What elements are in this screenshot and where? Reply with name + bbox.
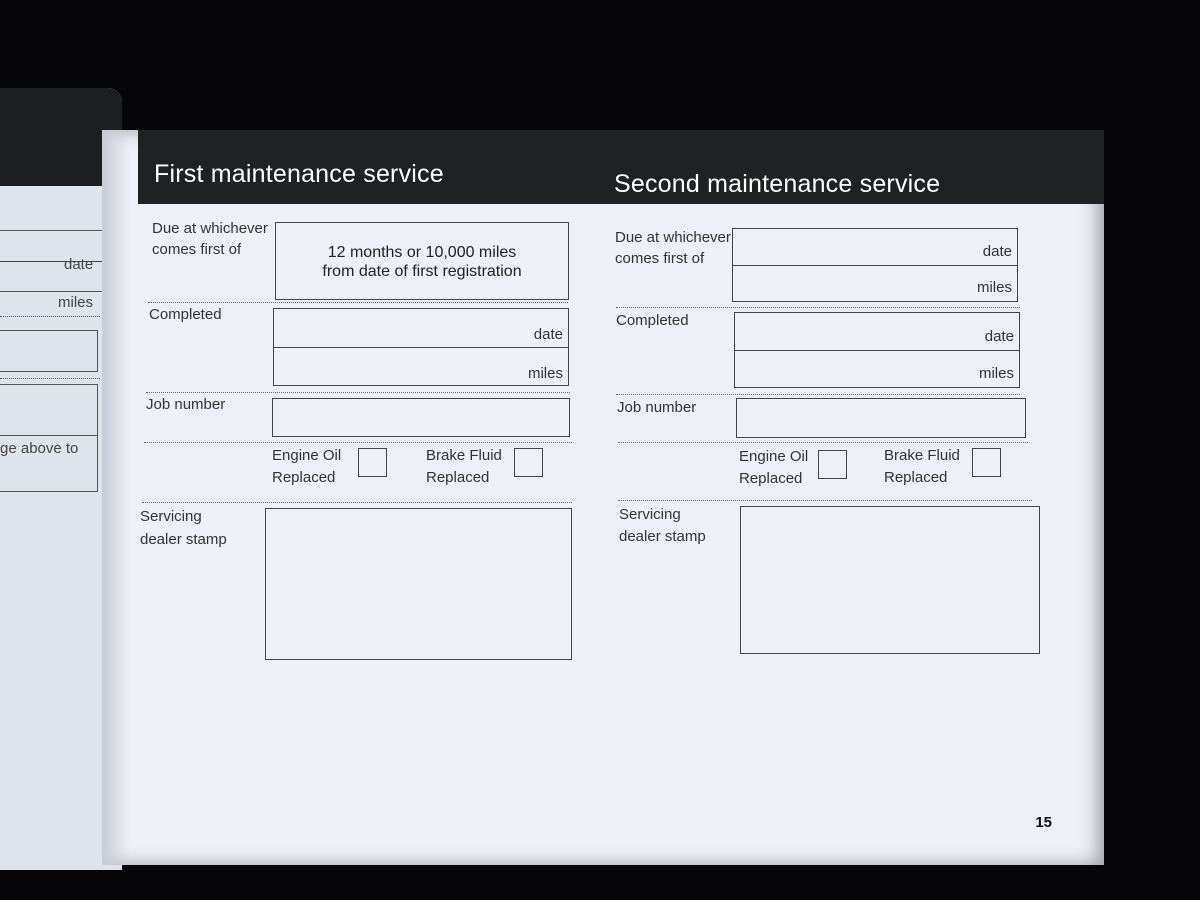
first-due-value: 12 months or 10,000 miles	[327, 244, 517, 261]
second-engine-oil-label: Engine Oil	[739, 448, 809, 465]
first-dotted-divider	[142, 502, 572, 503]
first-stamp-label-line2: dealer stamp	[140, 531, 227, 548]
first-due-label: Due at whichever	[152, 220, 268, 237]
left-miles-label: miles	[58, 294, 94, 311]
second-dotted-divider	[618, 500, 1032, 501]
second-service-title: Second maintenance service	[614, 170, 941, 198]
second-brake-fluid-label: Brake Fluid	[884, 447, 960, 464]
first-dotted-divider	[144, 442, 572, 443]
second-stamp-label: Servicing	[619, 506, 681, 523]
first-engine-oil-label: Engine Oil	[272, 447, 342, 464]
second-engine-oil-label-line2: Replaced	[739, 470, 803, 487]
left-completed-box	[0, 330, 98, 372]
first-due-label-line2: comes first of	[152, 241, 242, 258]
first-completed-box	[273, 308, 569, 386]
second-due-miles-field[interactable]: miles	[976, 279, 1012, 296]
second-stamp-label-line2: dealer stamp	[619, 528, 706, 545]
second-dotted-divider	[616, 394, 1020, 395]
second-dotted-divider	[616, 307, 1020, 308]
second-completed-date-field[interactable]: date	[984, 328, 1014, 345]
second-job-number-label: Job number	[617, 399, 697, 416]
left-job-box	[0, 384, 98, 436]
first-dealer-stamp-box[interactable]	[265, 508, 572, 660]
left-lower-box	[0, 433, 98, 492]
first-dotted-divider	[146, 392, 570, 393]
first-dotted-divider	[148, 302, 568, 303]
first-job-number-label: Job number	[146, 396, 226, 413]
first-service-title: First maintenance service	[154, 160, 444, 188]
second-completed-divider	[735, 350, 1019, 351]
first-completed-divider	[274, 347, 568, 348]
second-completed-miles-field[interactable]: miles	[978, 365, 1014, 382]
left-date-label: date	[64, 256, 94, 273]
second-completed-box	[734, 312, 1020, 388]
first-stamp-label: Servicing	[140, 508, 202, 525]
left-dotted-divider	[0, 378, 100, 379]
left-dotted-divider	[0, 316, 100, 317]
second-due-label: Due at whichever	[615, 229, 731, 246]
first-completed-miles-field[interactable]: miles	[527, 365, 563, 382]
first-brake-fluid-label-line2: Replaced	[426, 469, 490, 486]
first-brake-fluid-label: Brake Fluid	[426, 447, 502, 464]
second-due-divider	[733, 265, 1017, 266]
second-engine-oil-checkbox[interactable]	[818, 450, 847, 479]
left-fragment-text: ge above to	[0, 440, 79, 457]
second-job-number-field[interactable]	[736, 398, 1026, 438]
first-completed-label: Completed	[149, 306, 222, 323]
first-engine-oil-checkbox[interactable]	[358, 448, 387, 477]
first-due-value-line2: from date of first registration	[322, 263, 522, 280]
second-due-box	[732, 228, 1018, 302]
second-due-label-line2: comes first of	[615, 250, 705, 267]
page-header-band	[138, 130, 1104, 204]
second-dealer-stamp-box[interactable]	[740, 506, 1040, 654]
first-due-box	[275, 222, 569, 300]
first-job-number-field[interactable]	[272, 398, 570, 437]
first-brake-fluid-checkbox[interactable]	[514, 448, 543, 477]
first-engine-oil-label-line2: Replaced	[272, 469, 336, 486]
second-completed-label: Completed	[616, 312, 689, 329]
page-number: 15	[1035, 814, 1052, 831]
right-page	[102, 130, 1104, 865]
first-completed-date-field[interactable]: date	[533, 326, 563, 343]
second-due-date-field[interactable]: date	[982, 243, 1012, 260]
second-dotted-divider	[618, 442, 1028, 443]
second-brake-fluid-label-line2: Replaced	[884, 469, 948, 486]
second-brake-fluid-checkbox[interactable]	[972, 448, 1001, 477]
